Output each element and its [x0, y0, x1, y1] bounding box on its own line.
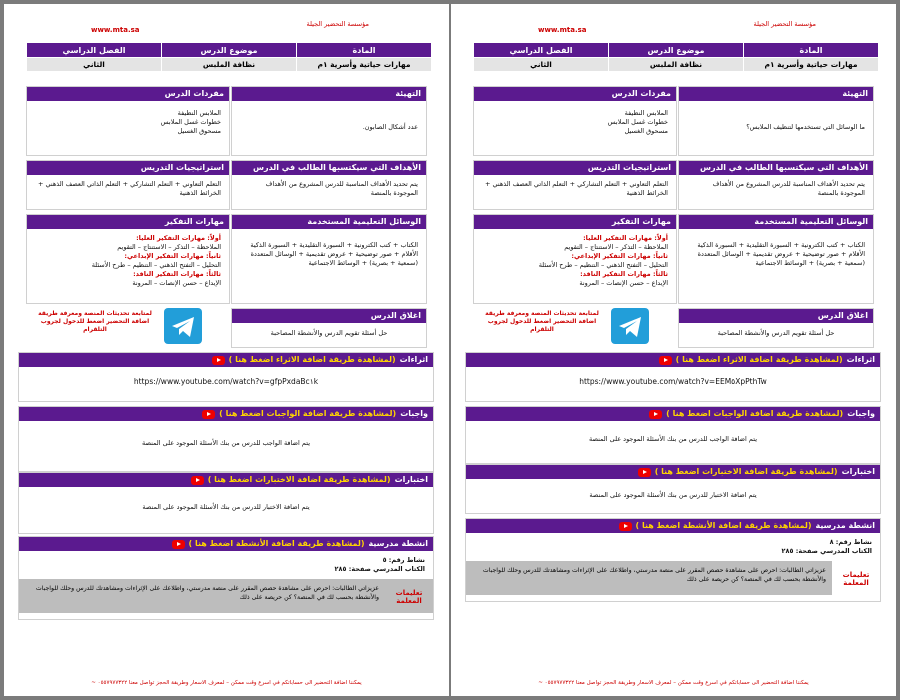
thinking-box	[26, 214, 230, 304]
thinking-text: الملاحظة – التذكر – الاستنتاج – التقويم	[117, 243, 221, 251]
prep-heading: التهيئة	[679, 87, 873, 101]
closing-heading: اغلاق الدرس	[232, 309, 426, 323]
tests-box	[18, 472, 434, 534]
footer-text: يمكننا اضافة التحضير الى حساباتكم في اسرع وقت ممكن – لمعرف الاسعار وطريقة الحجز تواصل معنا ٠٥٥٧٩٧٧٣٢٢ ~	[91, 680, 362, 686]
book-page: الكتاب المدرسي صفحة: ٢٨٥	[334, 565, 425, 573]
vocab-heading: مفردات الدرس	[27, 87, 229, 101]
goals-text: يتم تحديد الأهداف المناسبة للدرس المشروع من الأهداف الموجودة بالمنصة	[265, 180, 418, 197]
thinking-label: أولاً: مهارات التفكير العليا:	[136, 234, 221, 242]
tests-heading: اختبارات	[394, 475, 428, 484]
lesson-info-table	[26, 42, 432, 72]
vocab-item: مسحوق الغسيل	[177, 127, 221, 135]
homework-text: يتم اضافة الواجب للدرس من بنك الأسئلة الموجود على المنصة	[588, 435, 758, 443]
tests-text: يتم اضافة الاختبار للدرس من بنك الأسئلة الموجود على المنصة	[589, 491, 757, 499]
youtube-icon[interactable]	[638, 468, 651, 477]
lesson-page-1	[451, 4, 896, 696]
closing-text: حل أسئلة تقويم الدرس والأنشطة المصاحبة	[717, 329, 835, 337]
vocab-box	[26, 86, 230, 156]
thinking-label: ثالثاً: مهارات التفكير الناقد:	[133, 270, 221, 278]
thinking-text: التحليل – التفتح الذهني – التنظيم – طرح الأسئلة	[538, 261, 668, 269]
notes-text: عزيزاتي الطالبات: احرص على مشاهدة حصص المقرر على منصة مدرستي، واطلاعك على الإثراءات ومشاهدتك للدرس وحلك للواجبات والأنشطة بحسب لك في المنصة؟ كن حريصة على ذلك	[19, 579, 385, 613]
goals-box	[231, 160, 427, 210]
thinking-label: ثالثاً: مهارات التفكير الناقد:	[580, 270, 668, 278]
notes-heading: تعليمات المعلمة	[842, 571, 870, 587]
semester-header: الفصل الدراسي	[474, 43, 609, 58]
thinking-label: ثانياً: مهارات التفكير الإبداعي:	[571, 252, 668, 260]
telegram-note[interactable]: لمتابعة تحديثات المنصة ومعرفة طريقة اضافة التحضير اضغط للدخول لجروب التلقرام	[485, 310, 599, 333]
goals-box	[678, 160, 874, 210]
goals-text: يتم تحديد الأهداف المناسبة للدرس المشروع من الأهداف الموجودة بالمنصة	[712, 180, 865, 197]
vocab-item: مسحوق الغسيل	[624, 127, 668, 135]
subject-header: المادة	[744, 43, 879, 58]
org-name: مؤسسة التحضير الجيلة	[753, 20, 816, 28]
activity-number: نشاط رقم: ٨	[829, 538, 872, 546]
subject-value: مهارات حياتية وأسرية ١م	[744, 58, 879, 72]
tools-heading: الوسائل التعليمية المستخدمة	[679, 215, 873, 229]
vocab-box	[473, 86, 677, 156]
thinking-text: الإبداع – حسن الإنصات – المرونة	[579, 279, 668, 287]
prep-box	[231, 86, 427, 156]
activities-box	[18, 536, 434, 620]
closing-text: حل أسئلة تقويم الدرس والأنشطة المصاحبة	[270, 329, 388, 337]
thinking-text: الإبداع – حسن الإنصات – المرونة	[132, 279, 221, 287]
youtube-icon[interactable]	[172, 540, 185, 549]
semester-value: الثاني	[474, 58, 609, 72]
strategies-heading: استراتيجيات التدريس	[474, 161, 676, 175]
tools-text: الكتاب + كتب الكترونية + السبورة التقليدية + السبورة الذكية الأقلام + صور توضيحية + عروض تقديمية + الوسائل المتعددة (سمعية + بصرية) + الوسائط الاجتماعية	[697, 241, 865, 267]
activities-heading: انشطة مدرسية	[368, 539, 428, 548]
tools-box	[678, 214, 874, 304]
notes-text: عزيزاتي الطالبات: احرص على مشاهدة حصص المقرر على منصة مدرستي، واطلاعك على الإثراءات ومشاهدتك للدرس وحلك للواجبات والأنشطة بحسب لك في المنصة؟ كن حريصة على ذلك	[466, 561, 832, 595]
homework-heading: واجبات	[400, 409, 428, 418]
thinking-heading: مهارات التفكير	[474, 215, 676, 229]
site-link[interactable]: www.mta.sa	[537, 26, 587, 34]
homework-box	[18, 406, 434, 472]
tests-link[interactable]: (لمشاهدة طريقة اضافة الاختبارات اضغط هنا )	[207, 475, 391, 484]
youtube-icon[interactable]	[659, 356, 672, 365]
closing-box	[678, 308, 874, 348]
strategies-heading: استراتيجيات التدريس	[27, 161, 229, 175]
topic-header: موضوع الدرس	[609, 43, 744, 58]
tests-link[interactable]: (لمشاهدة طريقة اضافة الاختبارات اضغط هنا )	[654, 467, 838, 476]
enrich-link[interactable]: (لمشاهدة طريقة اضافة الاثراء اضغط هنا )	[228, 355, 396, 364]
site-link[interactable]: www.mta.sa	[90, 26, 140, 34]
topic-value: نظافة الملبس	[162, 58, 297, 72]
topic-header: موضوع الدرس	[162, 43, 297, 58]
subject-value: مهارات حياتية وأسرية ١م	[297, 58, 432, 72]
youtube-icon[interactable]	[619, 522, 632, 531]
tests-heading: اختبارات	[841, 467, 875, 476]
youtube-icon[interactable]	[649, 410, 662, 419]
homework-link[interactable]: (لمشاهدة طريقة اضافة الواجبات اضغط هنا )	[219, 409, 397, 418]
youtube-icon[interactable]	[191, 476, 204, 485]
homework-heading: واجبات	[847, 409, 875, 418]
goals-heading: الأهداف التي سيكتسبها الطالب في الدرس	[679, 161, 873, 175]
thinking-box	[473, 214, 677, 304]
strategies-text: التعلم التعاوني + التعلم التشاركي + التعلم الذاتي العصف الذهني + الخرائط الذهنية	[484, 180, 668, 197]
enrich-box	[465, 352, 881, 402]
telegram-note[interactable]: لمتابعة تحديثات المنصة ومعرفة طريقة اضافة التحضير اضغط للدخول لجروب التلقرام	[38, 310, 152, 333]
activities-heading: انشطة مدرسية	[815, 521, 875, 530]
homework-link[interactable]: (لمشاهدة طريقة اضافة الواجبات اضغط هنا )	[666, 409, 844, 418]
enrich-url[interactable]: https://www.youtube.com/watch?v=gfpPxdaBc١k	[133, 377, 319, 386]
tools-box	[231, 214, 427, 304]
closing-box	[231, 308, 427, 348]
tools-heading: الوسائل التعليمية المستخدمة	[232, 215, 426, 229]
thinking-text: الملاحظة – التذكر – الاستنتاج – التقويم	[564, 243, 668, 251]
homework-text: يتم اضافة الواجب للدرس من بنك الأسئلة الموجود على المنصة	[141, 439, 311, 447]
homework-box	[465, 406, 881, 464]
vocab-heading: مفردات الدرس	[474, 87, 676, 101]
youtube-icon[interactable]	[212, 356, 225, 365]
vocab-item: الملابس النظيفة	[177, 109, 221, 117]
subject-header: المادة	[297, 43, 432, 58]
topic-value: نظافة الملبس	[609, 58, 744, 72]
book-page: الكتاب المدرسي صفحة: ٢٨٥	[781, 547, 872, 555]
thinking-label: ثانياً: مهارات التفكير الإبداعي:	[124, 252, 221, 260]
vocab-item: الملابس النظيفة	[624, 109, 668, 117]
tools-text: الكتاب + كتب الكترونية + السبورة التقليدية + السبورة الذكية الأقلام + صور توضيحية + عروض تقديمية + الوسائل المتعددة (سمعية + بصرية) + الوسائط الاجتماعية	[250, 241, 418, 267]
activities-link[interactable]: (لمشاهدة طريقة اضافة الأنشطة اضغط هنا )	[635, 521, 812, 530]
prep-text: عدد أشكال الصابون.	[362, 123, 418, 131]
enrich-heading: اثراءات	[399, 355, 428, 364]
thinking-label: أولاً: مهارات التفكير العليا:	[583, 234, 668, 242]
activities-link[interactable]: (لمشاهدة طريقة اضافة الأنشطة اضغط هنا )	[188, 539, 365, 548]
enrich-heading: اثراءات	[846, 355, 875, 364]
closing-heading: اغلاق الدرس	[679, 309, 873, 323]
enrich-link[interactable]: (لمشاهدة طريقة اضافة الاثراء اضغط هنا )	[675, 355, 843, 364]
activity-number: نشاط رقم: ٥	[382, 556, 425, 564]
prep-box	[678, 86, 874, 156]
prep-heading: التهيئة	[232, 87, 426, 101]
telegram-icon[interactable]	[611, 308, 649, 344]
prep-text: ما الوسائل التي تستخدمها لتنظيف الملابس؟	[746, 123, 865, 131]
strategies-text: التعلم التعاوني + التعلم التشاركي + التعلم الذاتي العصف الذهني + الخرائط الذهنية	[37, 180, 221, 197]
youtube-icon[interactable]	[202, 410, 215, 419]
lesson-page-2	[4, 4, 449, 696]
notes-heading: تعليمات المعلمة	[385, 579, 433, 613]
thinking-text: التحليل – التفتح الذهني – التنظيم – طرح الأسئلة	[91, 261, 221, 269]
strategies-box	[26, 160, 230, 210]
goals-heading: الأهداف التي سيكتسبها الطالب في الدرس	[232, 161, 426, 175]
semester-header: الفصل الدراسي	[27, 43, 162, 58]
tests-box	[465, 464, 881, 514]
telegram-icon[interactable]	[164, 308, 202, 344]
enrich-box	[18, 352, 434, 402]
enrich-url[interactable]: https://www.youtube.com/watch?v=EEM٥XpPthTw	[579, 377, 767, 386]
footer-text: يمكننا اضافة التحضير الى حساباتكم في اسرع وقت ممكن – لمعرف الاسعار وطريقة الحجز تواصل معنا ٠٥٥٧٩٧٧٣٢٢ ~	[538, 680, 809, 686]
thinking-heading: مهارات التفكير	[27, 215, 229, 229]
semester-value: الثاني	[27, 58, 162, 72]
tests-text: يتم اضافة الاختبار للدرس من بنك الأسئلة الموجود على المنصة	[142, 503, 310, 511]
vocab-item: خطوات غسل الملابس	[160, 118, 221, 126]
org-name: مؤسسة التحضير الجيلة	[306, 20, 369, 28]
lesson-info-table	[473, 42, 879, 72]
strategies-box	[473, 160, 677, 210]
activities-box	[465, 518, 881, 602]
vocab-item: خطوات غسل الملابس	[607, 118, 668, 126]
